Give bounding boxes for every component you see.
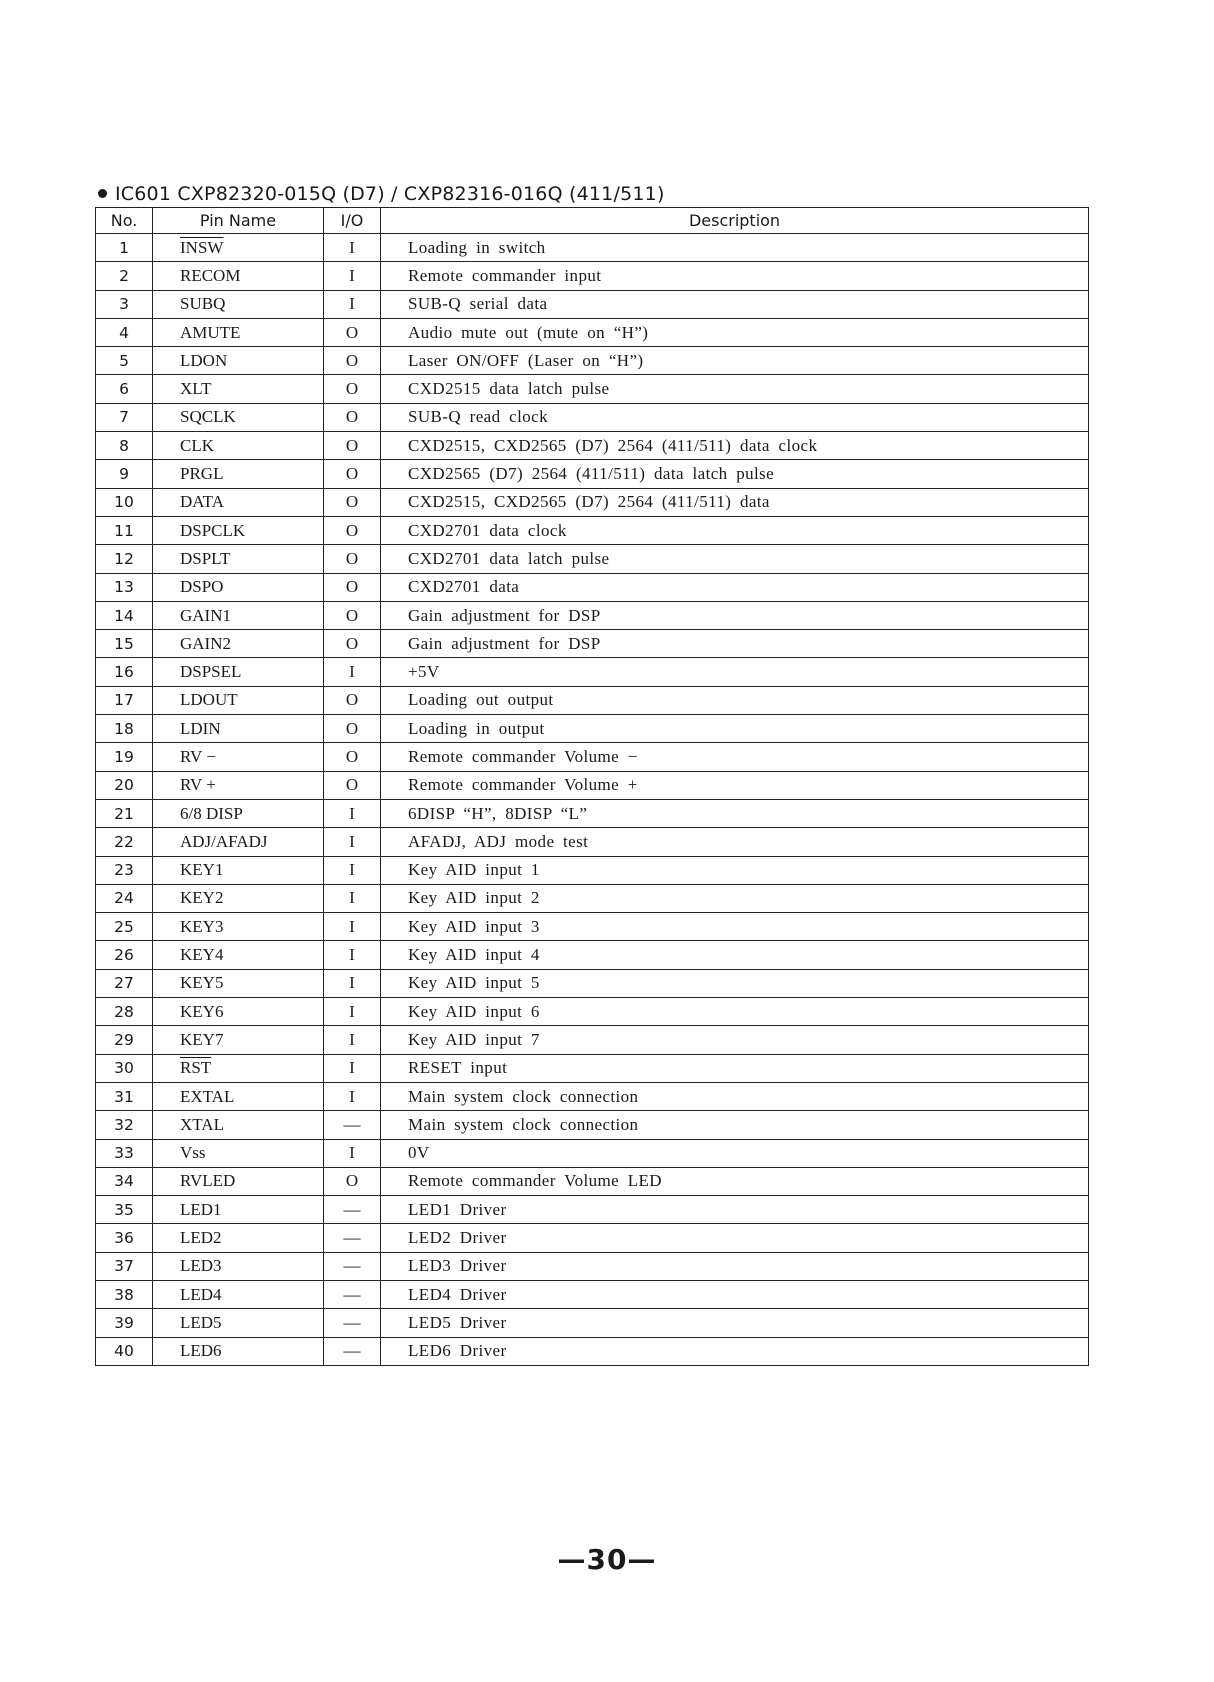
io-cell: I: [324, 290, 381, 318]
description-cell: LED1 Driver: [381, 1196, 1089, 1224]
pin-name-cell: KEY2: [153, 884, 324, 912]
pin-number-cell: 36: [96, 1224, 153, 1252]
io-cell: —: [324, 1252, 381, 1280]
pin-number-cell: 30: [96, 1054, 153, 1082]
pin-name-cell: RVLED: [153, 1167, 324, 1195]
table-row: [96, 375, 1089, 403]
pin-number-cell: 16: [96, 658, 153, 686]
pin-number-cell: 2: [96, 262, 153, 290]
table-row: [96, 347, 1089, 375]
description-cell: CXD2701 data: [381, 573, 1089, 601]
description-cell: Audio mute out (mute on “H”): [381, 318, 1089, 346]
pin-name-cell: LED5: [153, 1309, 324, 1337]
pin-number-cell: 40: [96, 1337, 153, 1365]
pin-number-cell: 10: [96, 488, 153, 516]
description-cell: Gain adjustment for DSP: [381, 601, 1089, 629]
table-body: [96, 234, 1089, 1366]
description-cell: LED6 Driver: [381, 1337, 1089, 1365]
table-row: [96, 1280, 1089, 1308]
table-row: [96, 1337, 1089, 1365]
description-cell: Remote commander Volume −: [381, 743, 1089, 771]
pin-name-cell: KEY4: [153, 941, 324, 969]
pin-name-cell: XTAL: [153, 1111, 324, 1139]
pin-name-cell: DSPO: [153, 573, 324, 601]
pin-name-cell: LED3: [153, 1252, 324, 1280]
pin-number-cell: 35: [96, 1196, 153, 1224]
io-cell: O: [324, 318, 381, 346]
pin-name-cell: LDON: [153, 347, 324, 375]
pin-number-cell: 4: [96, 318, 153, 346]
description-cell: SUB-Q serial data: [381, 290, 1089, 318]
page-number: —30—: [557, 1543, 657, 1576]
pin-number-cell: 21: [96, 799, 153, 827]
table-row: [96, 969, 1089, 997]
table-row: [96, 658, 1089, 686]
table-row: [96, 743, 1089, 771]
pin-name-cell: LED6: [153, 1337, 324, 1365]
header-io: I/O: [324, 208, 381, 234]
io-cell: I: [324, 658, 381, 686]
pin-name-overline: $\overline{RST}$: [180, 1058, 212, 1078]
io-cell: I: [324, 1054, 381, 1082]
io-cell: O: [324, 516, 381, 544]
io-cell: —: [324, 1337, 381, 1365]
pin-name-cell: LDOUT: [153, 686, 324, 714]
table-row: [96, 1252, 1089, 1280]
pin-number-cell: 29: [96, 1026, 153, 1054]
table-row: [96, 432, 1089, 460]
pin-number-cell: 33: [96, 1139, 153, 1167]
pin-number-cell: 25: [96, 913, 153, 941]
io-cell: I: [324, 1082, 381, 1110]
io-cell: O: [324, 403, 381, 431]
table-row: [96, 234, 1089, 262]
io-cell: O: [324, 1167, 381, 1195]
io-cell: I: [324, 941, 381, 969]
table-row: [96, 573, 1089, 601]
table-row: [96, 1139, 1089, 1167]
io-cell: O: [324, 601, 381, 629]
io-cell: I: [324, 913, 381, 941]
io-cell: I: [324, 856, 381, 884]
description-cell: Loading in switch: [381, 234, 1089, 262]
header-pin-name: Pin Name: [153, 208, 324, 234]
pin-number-cell: 18: [96, 715, 153, 743]
page-heading: [98, 183, 665, 205]
table-row: [96, 686, 1089, 714]
pin-number-cell: 6: [96, 375, 153, 403]
table-row: [96, 799, 1089, 827]
description-cell: LED2 Driver: [381, 1224, 1089, 1252]
pin-name-cell: DATA: [153, 488, 324, 516]
table-row: [96, 1224, 1089, 1252]
table-row: [96, 913, 1089, 941]
description-cell: SUB-Q read clock: [381, 403, 1089, 431]
io-cell: O: [324, 686, 381, 714]
pin-name-cell: SUBQ: [153, 290, 324, 318]
pin-name-cell: XLT: [153, 375, 324, 403]
pin-number-cell: 14: [96, 601, 153, 629]
table-row: [96, 403, 1089, 431]
pin-name-cell: 6/8 DISP: [153, 799, 324, 827]
description-cell: Key AID input 1: [381, 856, 1089, 884]
io-cell: —: [324, 1111, 381, 1139]
io-cell: O: [324, 545, 381, 573]
table-header-row: [96, 208, 1089, 234]
pin-number-cell: 28: [96, 998, 153, 1026]
pin-number-cell: 34: [96, 1167, 153, 1195]
pin-name-cell: [153, 1054, 324, 1082]
description-cell: LED4 Driver: [381, 1280, 1089, 1308]
table-row: [96, 545, 1089, 573]
pin-number-cell: 27: [96, 969, 153, 997]
description-cell: Key AID input 5: [381, 969, 1089, 997]
header-description: Description: [381, 208, 1089, 234]
pin-name-cell: LED2: [153, 1224, 324, 1252]
description-cell: Loading out output: [381, 686, 1089, 714]
io-cell: —: [324, 1309, 381, 1337]
description-cell: LED3 Driver: [381, 1252, 1089, 1280]
io-cell: I: [324, 969, 381, 997]
pin-number-cell: 8: [96, 432, 153, 460]
pin-number-cell: 1: [96, 234, 153, 262]
table-row: [96, 318, 1089, 346]
pin-name-cell: CLK: [153, 432, 324, 460]
description-cell: Key AID input 2: [381, 884, 1089, 912]
io-cell: O: [324, 347, 381, 375]
table-row: [96, 941, 1089, 969]
io-cell: —: [324, 1196, 381, 1224]
io-cell: O: [324, 460, 381, 488]
description-cell: Key AID input 7: [381, 1026, 1089, 1054]
pin-name-cell: LED1: [153, 1196, 324, 1224]
pin-name-cell: LDIN: [153, 715, 324, 743]
pin-number-cell: 22: [96, 828, 153, 856]
pin-name-cell: GAIN1: [153, 601, 324, 629]
table-row: [96, 1054, 1089, 1082]
description-cell: Remote commander Volume +: [381, 771, 1089, 799]
pin-number-cell: 15: [96, 630, 153, 658]
io-cell: O: [324, 573, 381, 601]
pin-name-overline: INSW: [180, 237, 224, 257]
description-cell: Remote commander input: [381, 262, 1089, 290]
pin-number-cell: 37: [96, 1252, 153, 1280]
io-cell: O: [324, 432, 381, 460]
pin-number-cell: 38: [96, 1280, 153, 1308]
description-cell: AFADJ, ADJ mode test: [381, 828, 1089, 856]
pin-name-cell: KEY1: [153, 856, 324, 884]
description-cell: Key AID input 4: [381, 941, 1089, 969]
pin-number-cell: 12: [96, 545, 153, 573]
pin-name-cell: KEY3: [153, 913, 324, 941]
table-row: [96, 630, 1089, 658]
description-cell: RESET input: [381, 1054, 1089, 1082]
pin-number-cell: 9: [96, 460, 153, 488]
pin-name-cell: GAIN2: [153, 630, 324, 658]
description-cell: Main system clock connection: [381, 1082, 1089, 1110]
description-cell: CXD2701 data latch pulse: [381, 545, 1089, 573]
io-cell: I: [324, 998, 381, 1026]
pin-table: [95, 207, 1089, 1366]
pin-number-cell: 20: [96, 771, 153, 799]
io-cell: I: [324, 234, 381, 262]
io-cell: I: [324, 1139, 381, 1167]
description-cell: Key AID input 6: [381, 998, 1089, 1026]
description-cell: LED5 Driver: [381, 1309, 1089, 1337]
pin-name-cell: KEY6: [153, 998, 324, 1026]
pin-number-cell: 3: [96, 290, 153, 318]
pin-name-cell: DSPLT: [153, 545, 324, 573]
table-row: [96, 1309, 1089, 1337]
description-cell: CXD2515, CXD2565 (D7) 2564 (411/511) data: [381, 488, 1089, 516]
table-row: [96, 262, 1089, 290]
pin-name-cell: ADJ/AFADJ: [153, 828, 324, 856]
pin-number-cell: 13: [96, 573, 153, 601]
heading-text: IC601 CXP82320-015Q (D7) / CXP82316-016Q (411/511): [115, 183, 665, 205]
description-cell: CXD2515, CXD2565 (D7) 2564 (411/511) data clock: [381, 432, 1089, 460]
pin-number-cell: 26: [96, 941, 153, 969]
description-cell: CXD2701 data clock: [381, 516, 1089, 544]
table-row: [96, 460, 1089, 488]
description-cell: CXD2565 (D7) 2564 (411/511) data latch pulse: [381, 460, 1089, 488]
io-cell: —: [324, 1280, 381, 1308]
description-cell: 0V: [381, 1139, 1089, 1167]
description-cell: Remote commander Volume LED: [381, 1167, 1089, 1195]
io-cell: I: [324, 884, 381, 912]
pin-number-cell: 39: [96, 1309, 153, 1337]
table-row: [96, 884, 1089, 912]
pin-name-cell: DSPCLK: [153, 516, 324, 544]
table-row: [96, 1082, 1089, 1110]
io-cell: O: [324, 715, 381, 743]
io-cell: O: [324, 630, 381, 658]
description-cell: Key AID input 3: [381, 913, 1089, 941]
pin-name-cell: DSPSEL: [153, 658, 324, 686]
pin-name-cell: RECOM: [153, 262, 324, 290]
io-cell: O: [324, 743, 381, 771]
pin-name-cell: Vss: [153, 1139, 324, 1167]
pin-name-cell: RV −: [153, 743, 324, 771]
io-cell: I: [324, 828, 381, 856]
pin-number-cell: 11: [96, 516, 153, 544]
pin-name-cell: KEY5: [153, 969, 324, 997]
io-cell: I: [324, 1026, 381, 1054]
io-cell: I: [324, 262, 381, 290]
description-cell: Laser ON/OFF (Laser on “H”): [381, 347, 1089, 375]
table-row: [96, 601, 1089, 629]
pin-number-cell: 19: [96, 743, 153, 771]
pin-name-cell: RV +: [153, 771, 324, 799]
description-cell: Main system clock connection: [381, 1111, 1089, 1139]
io-cell: O: [324, 771, 381, 799]
pin-number-cell: 7: [96, 403, 153, 431]
pin-name-cell: KEY7: [153, 1026, 324, 1054]
pin-number-cell: 17: [96, 686, 153, 714]
table-row: [96, 856, 1089, 884]
pin-number-cell: 31: [96, 1082, 153, 1110]
pin-number-cell: 32: [96, 1111, 153, 1139]
table-row: [96, 1196, 1089, 1224]
table-row: [96, 1026, 1089, 1054]
pin-name-cell: [153, 234, 324, 262]
table-row: [96, 771, 1089, 799]
table-row: [96, 1111, 1089, 1139]
description-cell: CXD2515 data latch pulse: [381, 375, 1089, 403]
pin-number-cell: 23: [96, 856, 153, 884]
table-row: [96, 828, 1089, 856]
description-cell: Loading in output: [381, 715, 1089, 743]
table-row: [96, 1167, 1089, 1195]
table-row: [96, 516, 1089, 544]
io-cell: I: [324, 799, 381, 827]
table-row: [96, 998, 1089, 1026]
pin-name-cell: LED4: [153, 1280, 324, 1308]
pin-number-cell: 5: [96, 347, 153, 375]
pin-name-cell: PRGL: [153, 460, 324, 488]
table-row: [96, 488, 1089, 516]
description-cell: 6DISP “H”, 8DISP “L”: [381, 799, 1089, 827]
io-cell: —: [324, 1224, 381, 1252]
description-cell: +5V: [381, 658, 1089, 686]
io-cell: O: [324, 488, 381, 516]
table-row: [96, 715, 1089, 743]
header-no: No.: [96, 208, 153, 234]
pin-name-cell: EXTAL: [153, 1082, 324, 1110]
pin-number-cell: 24: [96, 884, 153, 912]
bullet-icon: [98, 189, 107, 198]
table-row: [96, 290, 1089, 318]
pin-name-cell: AMUTE: [153, 318, 324, 346]
pin-name-cell: SQCLK: [153, 403, 324, 431]
io-cell: O: [324, 375, 381, 403]
description-cell: Gain adjustment for DSP: [381, 630, 1089, 658]
